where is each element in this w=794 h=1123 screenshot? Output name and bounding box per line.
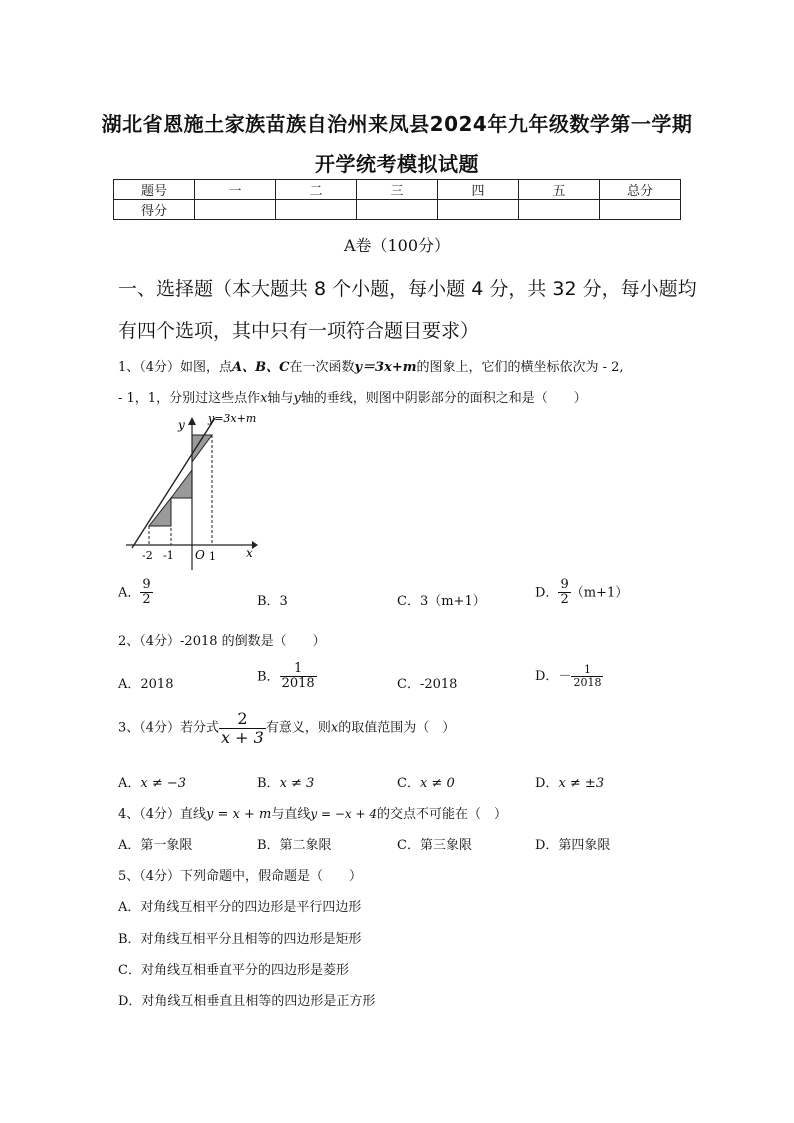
q3-option-c[interactable] bbox=[397, 772, 455, 791]
q3-suffix: 的取值范围为（ ） bbox=[338, 720, 456, 736]
y-axis-arrow bbox=[188, 417, 196, 425]
shaded-triangle bbox=[149, 498, 171, 526]
score-header-cell: 总分 bbox=[600, 180, 681, 200]
q4-text bbox=[118, 803, 507, 822]
q3-option-d[interactable] bbox=[535, 772, 604, 791]
q2-option-a[interactable]: A．2018 bbox=[118, 677, 174, 692]
q5-option-c[interactable]: C．对角线互相垂直平分的四边形是菱形 bbox=[118, 963, 349, 978]
q2-option-d[interactable] bbox=[535, 664, 603, 689]
q1-text: 轴与 bbox=[267, 391, 294, 406]
q1-option-c[interactable]: C．3（m+1） bbox=[397, 594, 486, 609]
q1-var: y bbox=[293, 391, 301, 406]
q2-option-b[interactable] bbox=[257, 662, 317, 692]
denominator: 2018 bbox=[573, 676, 602, 690]
tick-label: 1 bbox=[209, 550, 216, 563]
denominator: 2018 bbox=[281, 676, 315, 692]
tick-label: -2 bbox=[142, 549, 153, 562]
option-label: D． bbox=[535, 669, 559, 685]
function-label: y=3x+m bbox=[208, 412, 257, 425]
q1-text: 在一次函数 bbox=[289, 360, 355, 375]
numerator: 1 bbox=[280, 662, 317, 677]
q1-graph-figure bbox=[118, 405, 268, 575]
q1-text: 轴的垂线，则图中阴影部分的面积之和是（ ） bbox=[300, 391, 587, 406]
numerator: 9 bbox=[142, 577, 151, 592]
denominator: 2 bbox=[142, 592, 151, 608]
q3-option-a[interactable] bbox=[118, 772, 186, 791]
option-expr: x ≠ 0 bbox=[419, 776, 455, 791]
score-header-cell: 题号 bbox=[114, 180, 195, 200]
fraction bbox=[558, 578, 570, 608]
fraction bbox=[140, 578, 152, 608]
numerator: 9 bbox=[560, 577, 569, 592]
option-expr: x ≠ ±3 bbox=[558, 776, 605, 791]
q3-var: x bbox=[330, 720, 339, 736]
shaded-triangle bbox=[171, 470, 192, 498]
score-cell bbox=[519, 200, 600, 220]
x-axis-label: x bbox=[246, 546, 253, 560]
q5-option-a[interactable]: A．对角线互相平分的四边形是平行四边形 bbox=[118, 900, 362, 915]
q1-line-2 bbox=[118, 387, 587, 406]
function-line bbox=[132, 418, 215, 548]
score-header-cell: 二 bbox=[276, 180, 357, 200]
q4-option-c[interactable]: C．第三象限 bbox=[397, 838, 472, 853]
option-label: D． bbox=[535, 776, 559, 791]
q4-mid: 与直线 bbox=[271, 807, 311, 822]
q1-text: - 1，1，分别过这些点作 bbox=[118, 391, 261, 406]
volume-heading: A卷（100分） bbox=[343, 236, 451, 255]
score-cell bbox=[276, 200, 357, 220]
section-heading-line-1: 一、选择题（本大题共 8 个小题，每小题 4 分，共 32 分，每小题均 bbox=[118, 278, 697, 300]
q1-option-d[interactable] bbox=[535, 578, 628, 608]
option-label: D． bbox=[535, 585, 559, 601]
q1-var: x bbox=[260, 391, 268, 406]
q4-option-a[interactable]: A．第一象限 bbox=[118, 838, 193, 853]
score-table-score-row bbox=[114, 200, 681, 220]
score-table bbox=[113, 179, 681, 220]
score-header-cell: 五 bbox=[519, 180, 600, 200]
q4-option-b[interactable]: B．第二象限 bbox=[257, 838, 332, 853]
q3-prefix: 3、（4分）若分式 bbox=[118, 720, 220, 736]
origin-label: O bbox=[195, 548, 205, 562]
q1-line-1 bbox=[118, 356, 624, 375]
option-expr: x ≠ −3 bbox=[140, 776, 187, 791]
q4-line-1: y = x + m bbox=[206, 807, 272, 822]
fraction bbox=[219, 710, 266, 746]
score-header-cell: 四 bbox=[438, 180, 519, 200]
minus-sign: － bbox=[558, 669, 572, 685]
q3-text bbox=[118, 710, 455, 746]
option-label: C． bbox=[397, 776, 420, 791]
q1-text: 的图象上，它们的横坐标依次为 - 2, bbox=[416, 360, 624, 375]
title-line-2: 开学统考模拟试题 bbox=[315, 152, 479, 176]
numerator: 1 bbox=[571, 664, 603, 677]
q1-option-b[interactable]: B．3 bbox=[257, 594, 288, 609]
q1-text: 1、（4分）如图，点 bbox=[118, 360, 233, 375]
option-label: A． bbox=[118, 585, 141, 601]
q5-option-b[interactable]: B．对角线互相平分且相等的四边形是矩形 bbox=[118, 932, 362, 947]
fraction bbox=[280, 662, 317, 692]
option-label: A． bbox=[118, 776, 141, 791]
option-label: B． bbox=[257, 669, 280, 685]
q2-option-c[interactable]: C．-2018 bbox=[397, 677, 458, 692]
score-header-cell: 一 bbox=[195, 180, 276, 200]
q5-option-d[interactable]: D．对角线互相垂直且相等的四边形是正方形 bbox=[118, 994, 376, 1009]
score-header-cell: 三 bbox=[357, 180, 438, 200]
q1-points: A、B、C bbox=[232, 360, 290, 375]
option-tail: （m+1） bbox=[570, 585, 629, 601]
q3-option-b[interactable] bbox=[257, 772, 314, 791]
title-line-1: 湖北省恩施土家族苗族自治州来凤县2024年九年级数学第一学期 bbox=[101, 112, 693, 136]
option-label: B． bbox=[257, 776, 280, 791]
q5-text: 5、（4分）下列命题中，假命题是（ ） bbox=[118, 869, 363, 884]
tick-label: -1 bbox=[163, 549, 174, 562]
option-expr: x ≠ 3 bbox=[279, 776, 315, 791]
fraction bbox=[571, 664, 603, 689]
y-axis-label: y bbox=[178, 418, 185, 432]
score-cell bbox=[195, 200, 276, 220]
section-heading-line-2: 有四个选项，其中只有一项符合题目要求） bbox=[118, 320, 480, 342]
score-cell bbox=[600, 200, 681, 220]
score-table-header-row bbox=[114, 180, 681, 200]
q3-suffix: 有意义，则 bbox=[265, 720, 331, 736]
q4-option-d[interactable]: D．第四象限 bbox=[535, 838, 611, 853]
denominator: 2 bbox=[560, 592, 569, 608]
q2-text: 2、（4分）-2018 的倒数是（ ） bbox=[118, 634, 326, 649]
q4-prefix: 4、（4分）直线 bbox=[118, 807, 207, 822]
q1-option-a[interactable] bbox=[118, 578, 153, 608]
denominator: x + 3 bbox=[221, 727, 264, 747]
score-cell bbox=[357, 200, 438, 220]
x-axis-arrow bbox=[252, 541, 258, 549]
q4-line-2: y = −x + 4 bbox=[310, 807, 377, 821]
score-cell bbox=[438, 200, 519, 220]
numerator: 2 bbox=[219, 710, 266, 729]
q1-function: y＝3x+m bbox=[354, 360, 417, 375]
score-row-label: 得分 bbox=[114, 200, 195, 220]
q4-suffix: 的交点不可能在（ ） bbox=[377, 807, 508, 822]
